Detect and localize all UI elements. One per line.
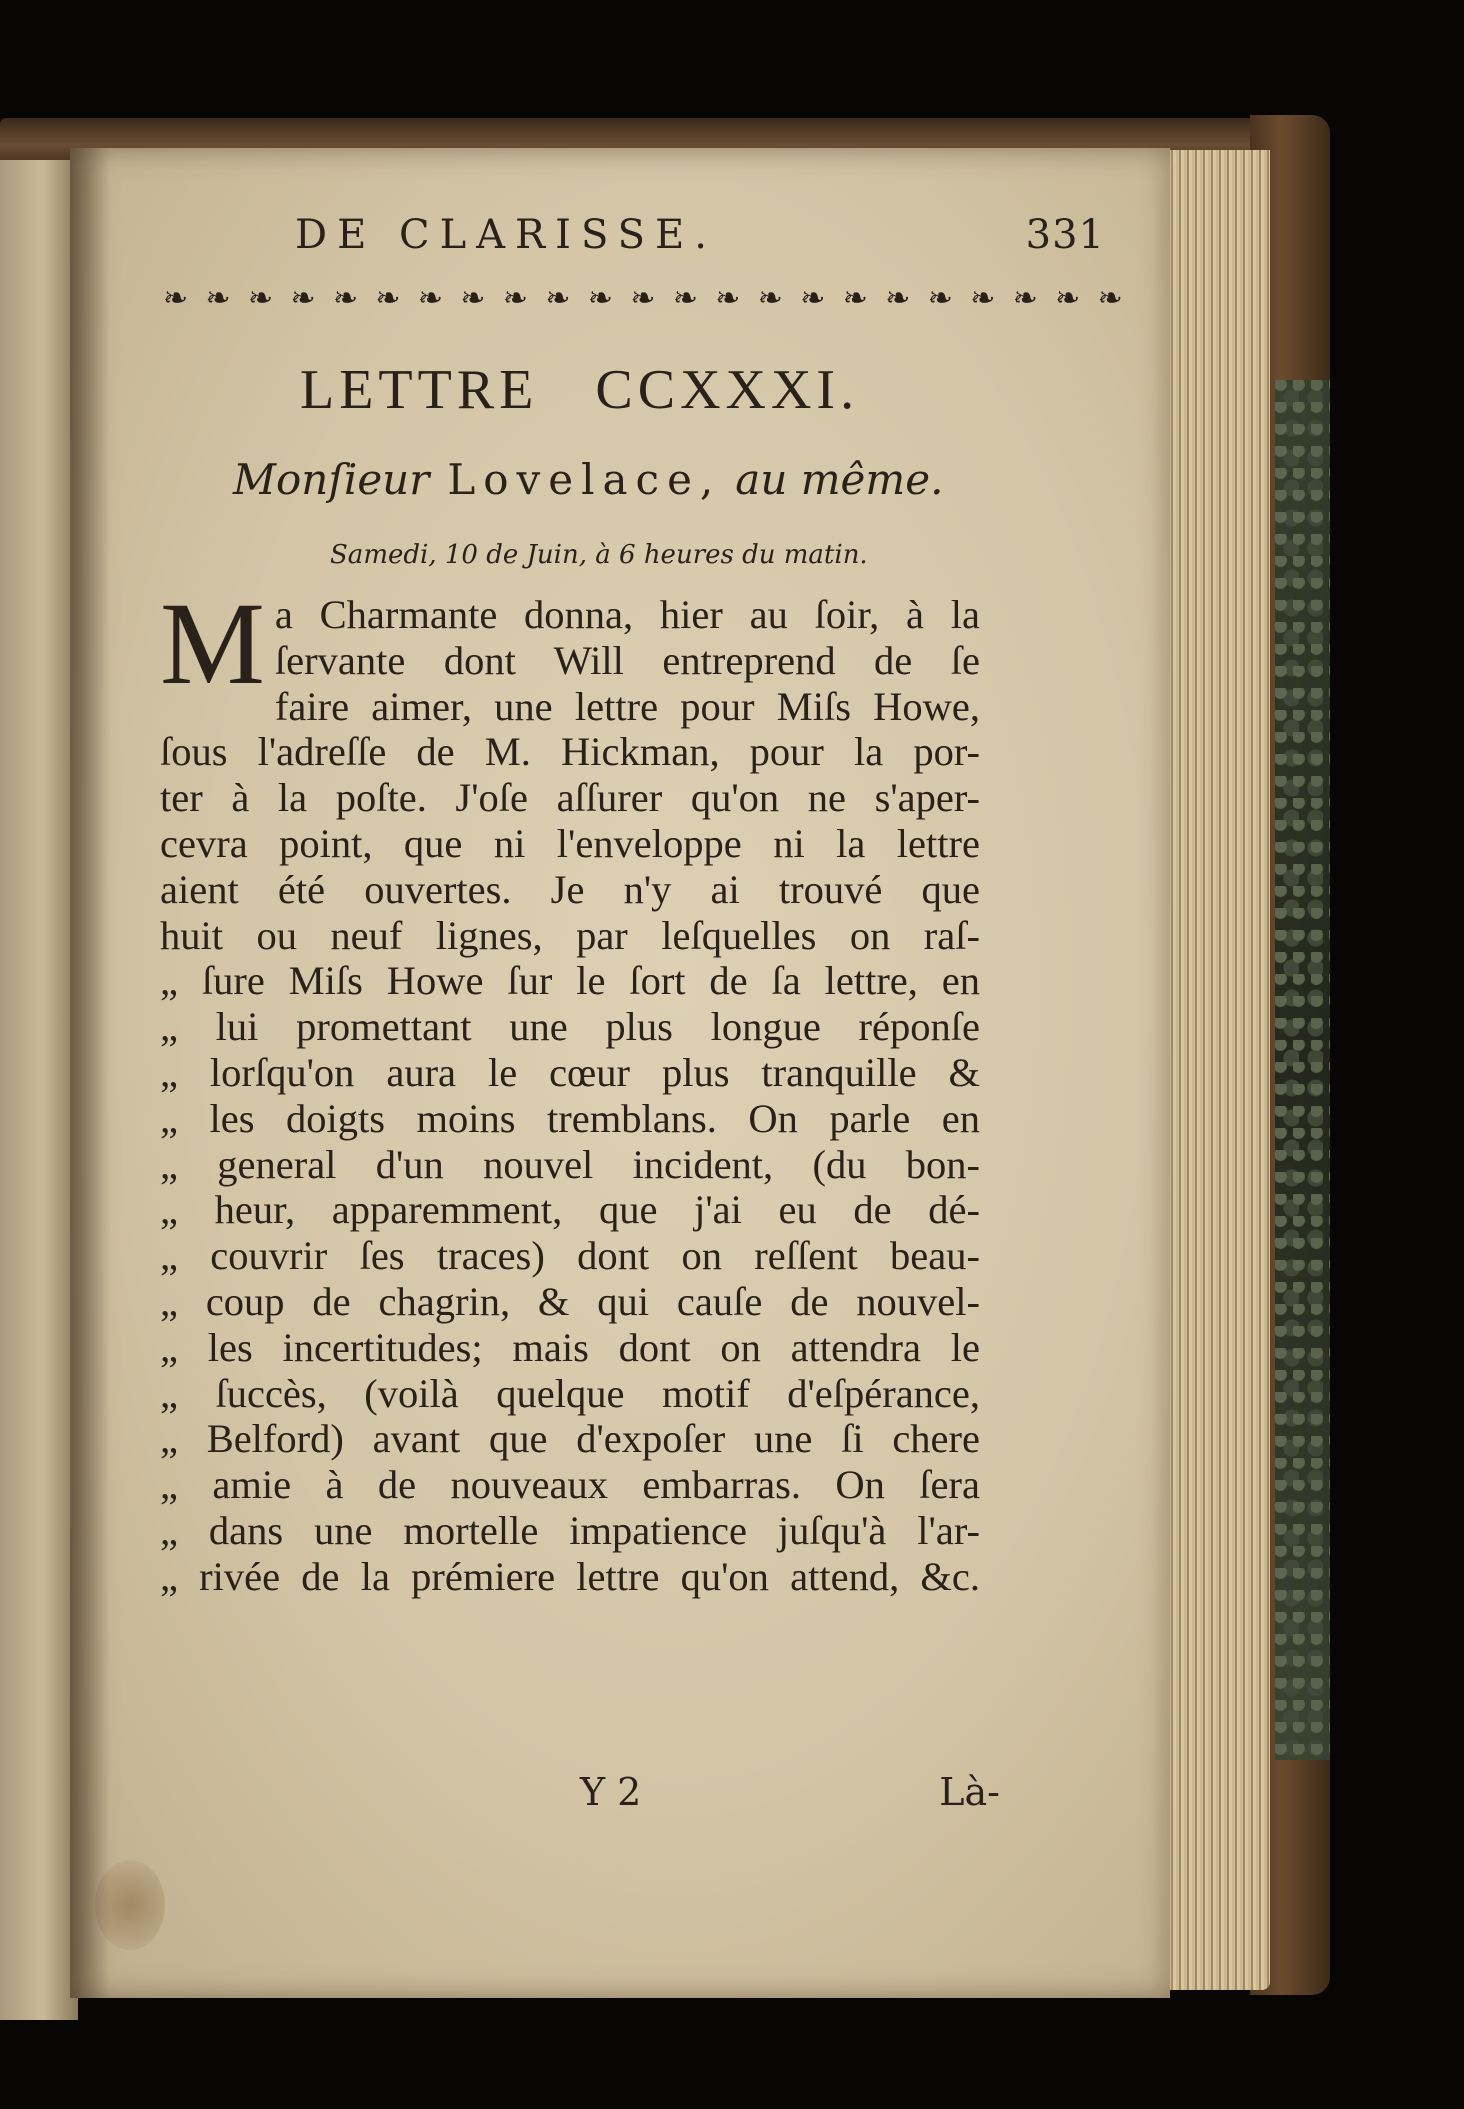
text-line: „ coup de chagrin, & qui cauſe de nouvel- xyxy=(160,1278,980,1324)
running-head xyxy=(295,212,1125,272)
ornament-glyph: ❧ xyxy=(1097,280,1123,316)
ornament-glyph: ❧ xyxy=(460,280,486,316)
catchword: Là- xyxy=(939,1770,1000,1814)
letter-body xyxy=(160,578,980,1737)
ornament-glyph: ❧ xyxy=(545,280,571,316)
ornament-glyph: ❧ xyxy=(1055,280,1081,316)
ornament-glyph: ❧ xyxy=(332,280,359,316)
text-line: „ general d'un nouvel incident, (du bon- xyxy=(160,1141,980,1187)
letter-lines xyxy=(160,578,980,1600)
page-number: 331 xyxy=(1025,212,1105,258)
ornament-glyph: ❧ xyxy=(970,280,996,316)
ornament-glyph: ❧ xyxy=(290,280,316,316)
ornament-glyph: ❧ xyxy=(885,280,911,316)
text-line: „ les doigts moins tremblans. On parle en xyxy=(160,1095,980,1141)
text-line: aient été ouvertes. Je n'y ai trouvé que xyxy=(160,866,980,912)
ornament-glyph: ❧ xyxy=(927,280,953,316)
text-line: faire aimer, une lettre pour Miſs Howe, xyxy=(274,683,980,729)
text-line: „ heur, apparemment, que j'ai eu de dé- xyxy=(160,1187,980,1233)
text-line: „ amie à de nouveaux embarras. On ſera xyxy=(160,1462,980,1508)
ornament-glyph: ❧ xyxy=(1012,280,1038,316)
text-line: „ lui promettant une plus longue réponſe xyxy=(160,1004,980,1050)
drop-cap: M xyxy=(160,578,265,709)
ornament-glyph: ❧ xyxy=(375,280,401,316)
letter-salutation xyxy=(233,455,993,515)
ornament-glyph: ❧ xyxy=(800,280,826,316)
ornament-glyph: ❧ xyxy=(587,280,613,316)
text-line: ſous l'adreſſe de M. Hickman, pour la por- xyxy=(160,729,980,775)
page-footer xyxy=(180,1770,1000,1830)
text-line: „ rivée de la prémiere lettre qu'on attend, &c. xyxy=(160,1553,980,1599)
ornament-glyph: ❧ xyxy=(163,280,189,316)
page-fore-edge xyxy=(1160,150,1270,1990)
letter-heading: LETTRE CCXXXI. xyxy=(300,359,860,421)
facing-page-edge xyxy=(0,160,78,2020)
ornament-glyph: ❧ xyxy=(715,280,741,316)
salutation-name: Lovelace, xyxy=(447,455,722,504)
marbled-cover xyxy=(1275,380,1330,1760)
salutation-title: Monſieur xyxy=(233,455,430,504)
text-line: a Charmante donna, hier au ſoir, à la xyxy=(274,592,980,637)
ornament-glyph: ❧ xyxy=(842,280,868,316)
text-line: huit ou neuf lignes, par leſquelles on raſ- xyxy=(160,912,980,958)
salutation-recipient: au même. xyxy=(735,455,944,504)
ornament-glyph: ❧ xyxy=(630,280,656,316)
ornament-glyph: ❧ xyxy=(672,280,698,316)
text-line: „ Belford) avant que d'expoſer une ſi chere xyxy=(160,1416,980,1462)
ornament-glyph: ❧ xyxy=(757,280,783,316)
ornament-glyph: ❧ xyxy=(247,280,274,316)
text-line: ter à la poſte. J'oſe aſſurer qu'on ne s'aper- xyxy=(160,775,980,821)
page-stain xyxy=(95,1860,165,1950)
ornament-glyph: ❧ xyxy=(417,280,444,316)
text-line: „ couvrir ſes traces) dont on reſſent beau- xyxy=(160,1233,980,1279)
text-line: „ les incertitudes; mais dont on attendra le xyxy=(160,1324,980,1370)
signature-mark: Y 2 xyxy=(580,1770,642,1814)
ornament-glyph: ❧ xyxy=(502,280,529,316)
text-line: ſervante dont Will entreprend de ſe xyxy=(274,637,980,683)
text-line: „ lorſqu'on aura le cœur plus tranquille & xyxy=(160,1049,980,1095)
text-line: cevra point, que ni l'enveloppe ni la lettre xyxy=(160,820,980,866)
ornament-glyph: ❧ xyxy=(205,280,231,316)
running-head-title: DE CLARISSE. xyxy=(295,212,717,258)
ornament-band xyxy=(163,278,1123,318)
text-line: „ ſuccès, (voilà quelque motif d'eſpérance, xyxy=(160,1370,980,1416)
letter-dateline: Samedi, 10 de Juin, à 6 heures du matin. xyxy=(330,540,868,570)
text-line: „ ſure Miſs Howe ſur le ſort de ſa lettre, en xyxy=(160,958,980,1004)
text-line: „ dans une mortelle impatience juſqu'à l'ar- xyxy=(160,1507,980,1553)
gutter-shadow xyxy=(70,148,110,1998)
